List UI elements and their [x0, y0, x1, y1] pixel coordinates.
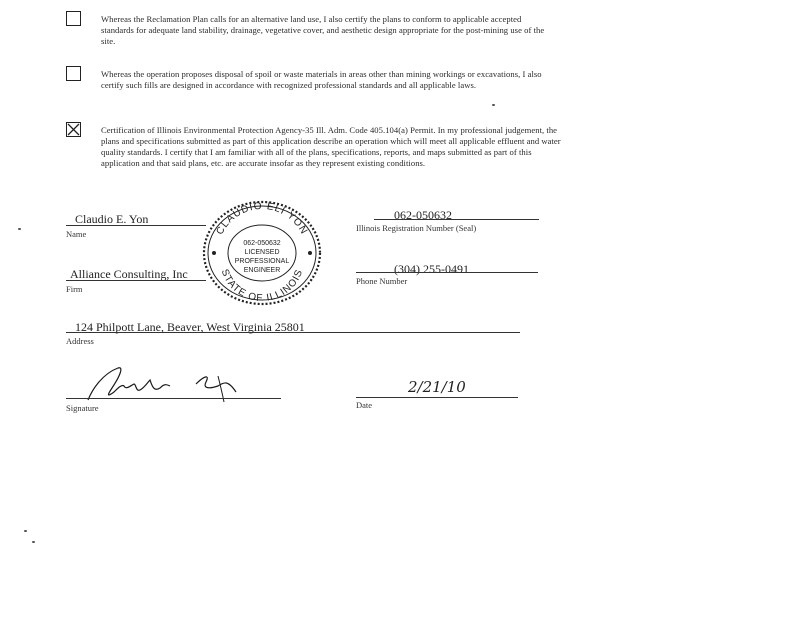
phone-underline: [356, 272, 538, 273]
handwritten-signature: [78, 362, 268, 412]
name-value: Claudio E. Yon: [75, 212, 149, 226]
certification-text-1: Whereas the Reclamation Plan calls for an alternative land use, I also certify the plans to conform to applicable accepted standards for adequate land stability, drainage, vegetative cover, and aesthetic design appropriate for the post-mining use of the site.: [101, 14, 545, 46]
address-label: Address: [66, 336, 94, 346]
seal-top-text: CLAUDIO ELI YON: [214, 200, 310, 237]
certification-text-3: Certification of Illinois Environmental Protection Agency-35 Ill. Adm. Code 405.104(a) Permit. In my professional judgement, the plans and specifications submitted as part of this application describe an operation which will meet all applicable effluent and water quality standards. I certify that I am familiar with all of the plans, specifications, reports, and maps submitted as part of this application and that said plans, etc. are accurate insofar as they represent existing conditions.: [101, 125, 561, 168]
certification-checkbox-3[interactable]: [66, 122, 81, 137]
signature-underline: [66, 398, 281, 399]
registration-label: Illinois Registration Number (Seal): [356, 223, 477, 233]
scan-speck: [492, 104, 495, 106]
registration-value: 062-050632: [394, 208, 452, 222]
scan-speck: [18, 228, 21, 230]
svg-text:CLAUDIO ELI YON: [215, 201, 310, 237]
address-underline: [66, 332, 520, 333]
name-underline: [66, 225, 206, 226]
scan-speck: [24, 530, 27, 532]
seal-left-star-icon: [212, 251, 216, 255]
seal-center-line-3: PROFESSIONAL: [234, 258, 290, 265]
phone-label: Phone Number: [356, 276, 408, 286]
certification-text-2: Whereas the operation proposes disposal of spoil or waste materials in areas other than mining workings or excavations, I also certify such fills are designed in accordance with recognized professional standards and all applicable laws.: [101, 69, 542, 90]
firm-underline: [66, 280, 206, 281]
registration-underline: [374, 219, 539, 220]
name-label: Name: [66, 229, 87, 239]
date-underline: [356, 397, 518, 398]
seal-bottom-text: STATE OF ILLINOIS: [218, 267, 306, 305]
seal-center-line-2: LICENSED: [244, 249, 280, 256]
firm-value: Alliance Consulting, Inc: [70, 267, 188, 281]
address-value: 124 Philpott Lane, Beaver, West Virginia 25801: [75, 320, 305, 334]
date-label: Date: [356, 400, 373, 410]
firm-label: Firm: [66, 284, 83, 294]
certification-checkbox-2[interactable]: [66, 66, 81, 81]
date-value: 2/21/10: [408, 378, 466, 396]
signature-label: Signature: [66, 403, 99, 413]
phone-value: (304) 255-0491: [394, 262, 469, 276]
checkmark-x-icon: [67, 123, 82, 138]
certification-checkbox-1[interactable]: [66, 11, 81, 26]
seal-right-star-icon: [308, 251, 312, 255]
seal-center-line-4: ENGINEER: [243, 267, 281, 274]
scan-speck: [32, 541, 35, 543]
seal-center-line-1: 062-050632: [243, 240, 281, 247]
engineer-seal-stamp: [200, 199, 324, 307]
